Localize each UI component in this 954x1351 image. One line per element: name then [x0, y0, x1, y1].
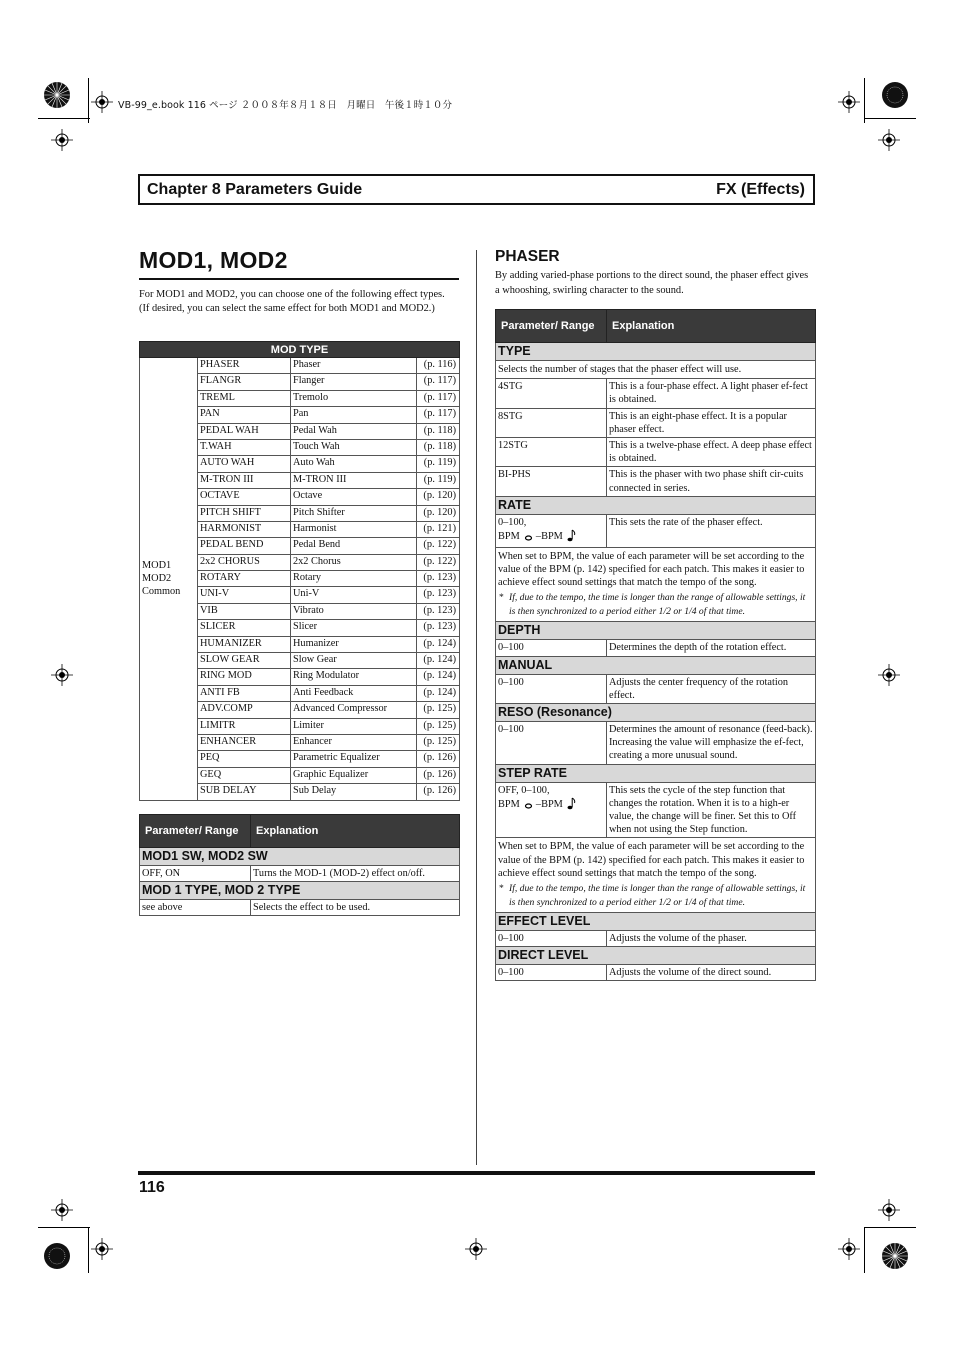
page-ref: (p. 124) [417, 636, 460, 652]
page-ref: (p. 117) [417, 390, 460, 406]
param-mod-sw-title: MOD1 SW, MOD2 SW [140, 848, 460, 866]
param-explanation: Determines the depth of the rotation effect. [607, 640, 816, 656]
range-value: OFF, 0–100, [498, 784, 550, 796]
effect-code: SLOW GEAR [198, 653, 291, 669]
crop-mark [864, 1227, 916, 1228]
crosshair-mark-icon [91, 91, 113, 113]
param-range: 0–100 [496, 674, 607, 703]
effect-code: T.WAH [198, 439, 291, 455]
note-text: If, due to the tempo, the time is longer than the range of allowable settings, it is then synchronized to a period either 1/2 or 1/4 of that time. [509, 883, 806, 909]
effect-code: PEQ [198, 751, 291, 767]
page-title: MOD1, MOD2 [139, 247, 288, 273]
reso-explanation-2: Increasing the value will emphasize the ef-fect, creating a more unusual sound. [609, 737, 804, 762]
param-range: 0–100 [496, 965, 607, 981]
crosshair-mark-icon [51, 1199, 73, 1221]
param-range: 4STG [496, 379, 607, 408]
effect-code: FLANGR [198, 374, 291, 390]
effect-code: AUTO WAH [198, 456, 291, 472]
page-ref: (p. 119) [417, 456, 460, 472]
effect-name: Pedal Wah [291, 423, 417, 439]
page-ref: (p. 120) [417, 505, 460, 521]
effect-name: Flanger [291, 374, 417, 390]
crop-mark [38, 1227, 90, 1228]
effect-name: Pitch Shifter [291, 505, 417, 521]
col-explanation-header: Explanation [607, 310, 816, 343]
effect-name: Graphic Equalizer [291, 767, 417, 783]
crop-mark [864, 78, 865, 123]
effect-code: 2x2 CHORUS [198, 554, 291, 570]
effect-code: OCTAVE [198, 489, 291, 505]
effect-code: PEDAL WAH [198, 423, 291, 439]
crop-mark [864, 1228, 865, 1273]
eighth-note-icon [567, 529, 576, 542]
param-range: 0–100 [496, 722, 607, 765]
whole-note-icon [524, 532, 533, 542]
asterisk-icon: * [499, 883, 504, 895]
param-explanation: This is the phaser with two phase shift cir-cuits connected in series. [607, 467, 816, 496]
mod-type-header: MOD TYPE [140, 342, 460, 358]
chapter-title: Chapter 8 Parameters Guide [147, 181, 363, 198]
crop-mark [38, 118, 90, 119]
effect-name: Tremolo [291, 390, 417, 406]
crosshair-mark-icon [838, 91, 860, 113]
page-ref: (p. 125) [417, 718, 460, 734]
chapter-header [138, 174, 815, 205]
param-direct-level-title: DIRECT LEVEL [496, 947, 816, 965]
effect-name: Advanced Compressor [291, 702, 417, 718]
effect-name: Sub Delay [291, 784, 417, 800]
range-value: 0–100, [498, 516, 527, 528]
effect-name: Uni-V [291, 587, 417, 603]
page-ref: (p. 118) [417, 423, 460, 439]
effect-name: Octave [291, 489, 417, 505]
crosshair-mark-icon [91, 1238, 113, 1260]
registration-target-icon [881, 81, 909, 109]
effect-name: Limiter [291, 718, 417, 734]
page-ref: (p. 120) [417, 489, 460, 505]
effect-name: Parametric Equalizer [291, 751, 417, 767]
page-ref: (p. 116) [417, 358, 460, 374]
param-explanation: Adjusts the center frequency of the rotation effect. [607, 674, 816, 703]
crosshair-mark-icon [465, 1238, 487, 1260]
effect-code: VIB [198, 603, 291, 619]
param-explanation [607, 722, 816, 765]
registration-target-icon [881, 1242, 909, 1270]
effect-code: SLICER [198, 620, 291, 636]
effect-code: ROTARY [198, 571, 291, 587]
section-title: FX (Effects) [716, 181, 805, 198]
bpm-explanation: When set to BPM, the value of each parameter will be set according to the value of the BPM (p. 142) specified for each patch. This makes it easier to achieve effect sound settings that match the tempo of the song. [498, 841, 805, 879]
page-ref: (p. 118) [417, 439, 460, 455]
crop-mark [864, 118, 916, 119]
note-text: If, due to the tempo, the time is longer than the range of allowable settings, it is then synchronized to a period either 1/2 or 1/4 of that time. [509, 592, 806, 618]
param-effect-level-title: EFFECT LEVEL [496, 913, 816, 931]
param-range: see above [140, 900, 251, 916]
bpm-explanation: When set to BPM, the value of each parameter will be set according to the value of the BPM (p. 142) specified for each patch. This makes it easier to achieve effect sound settings that match the tempo of the song. [498, 550, 805, 589]
page-ref: (p. 124) [417, 685, 460, 701]
page-ref: (p. 126) [417, 784, 460, 800]
param-range: 12STG [496, 438, 607, 467]
effect-code: ENHANCER [198, 734, 291, 750]
page-ref: (p. 117) [417, 407, 460, 423]
page-ref: (p. 122) [417, 554, 460, 570]
effect-code: ANTI FB [198, 685, 291, 701]
effect-code: SUB DELAY [198, 784, 291, 800]
column-divider [476, 250, 477, 1165]
page-ref: (p. 122) [417, 538, 460, 554]
effect-name: Pan [291, 407, 417, 423]
param-rate-bpm-note [496, 547, 816, 622]
effect-name: Phaser [291, 358, 417, 374]
param-explanation: Adjusts the volume of the direct sound. [607, 965, 816, 981]
effect-name: Enhancer [291, 734, 417, 750]
effect-name: Ring Modulator [291, 669, 417, 685]
mod-type-table [139, 341, 460, 801]
effect-code: UNI-V [198, 587, 291, 603]
page-ref: (p. 123) [417, 603, 460, 619]
effect-name: Harmonist [291, 521, 417, 537]
param-manual-title: MANUAL [496, 656, 816, 674]
crosshair-mark-icon [51, 664, 73, 686]
effect-code: M-TRON III [198, 472, 291, 488]
mod-type-row [140, 358, 460, 374]
effect-name: Slicer [291, 620, 417, 636]
eighth-note-icon [567, 797, 576, 810]
param-explanation: This is a twelve-phase effect. A deep phase effect is obtained. [607, 438, 816, 467]
effect-name: Touch Wah [291, 439, 417, 455]
range-bpm-to: –BPM [535, 798, 563, 810]
param-type-title: TYPE [496, 343, 816, 361]
param-step-rate-bpm-note [496, 838, 816, 913]
page-ref: (p. 126) [417, 751, 460, 767]
reso-explanation: Determines the amount of resonance (feed-back). [609, 724, 813, 736]
effect-name: Slow Gear [291, 653, 417, 669]
effect-name: Anti Feedback [291, 685, 417, 701]
crop-mark [88, 78, 89, 123]
param-range: 0–100 [496, 931, 607, 947]
col-explanation-header: Explanation [251, 815, 460, 848]
page-ref: (p. 126) [417, 767, 460, 783]
effect-code: PAN [198, 407, 291, 423]
param-range: 0–100 [496, 640, 607, 656]
crosshair-mark-icon [51, 129, 73, 151]
param-explanation: Turns the MOD-1 (MOD-2) effect on/off. [251, 866, 460, 882]
effect-code: ADV.COMP [198, 702, 291, 718]
effect-code: RING MOD [198, 669, 291, 685]
page-ref: (p. 123) [417, 587, 460, 603]
mod-param-table [139, 814, 460, 916]
crop-mark [88, 1228, 89, 1273]
asterisk-note [498, 591, 813, 619]
page-ref: (p. 124) [417, 669, 460, 685]
effect-code: HUMANIZER [198, 636, 291, 652]
phaser-description: By adding varied-phase portions to the direct sound, the phaser effect gives a whooshing, swirling character to the sound. [495, 270, 809, 296]
phaser-param-table [495, 309, 816, 981]
whole-note-icon [524, 800, 533, 810]
registration-target-icon [43, 81, 71, 109]
effect-name: M-TRON III [291, 472, 417, 488]
page-ref: (p. 123) [417, 571, 460, 587]
page-number: 116 [139, 1179, 165, 1196]
effect-name: Humanizer [291, 636, 417, 652]
param-step-rate-title: STEP RATE [496, 764, 816, 782]
col-param-header: Parameter/ Range [496, 310, 607, 343]
title-rule [139, 278, 459, 280]
effect-code: TREML [198, 390, 291, 406]
effect-name: Vibrato [291, 603, 417, 619]
crosshair-mark-icon [878, 129, 900, 151]
effect-name: Pedal Bend [291, 538, 417, 554]
param-range: BI-PHS [496, 467, 607, 496]
param-range [496, 782, 607, 838]
effect-code: PITCH SHIFT [198, 505, 291, 521]
mod-type-body [140, 358, 460, 801]
phaser-heading: PHASER [495, 248, 560, 265]
effect-code: HARMONIST [198, 521, 291, 537]
crosshair-mark-icon [878, 664, 900, 686]
param-explanation: This is an eight-phase effect. It is a popular phaser effect. [607, 408, 816, 437]
range-bpm: BPM [498, 531, 520, 543]
range-bpm: BPM [498, 798, 520, 810]
page-ref: (p. 124) [417, 653, 460, 669]
footer-rule [138, 1171, 815, 1175]
page-ref: (p. 125) [417, 734, 460, 750]
param-explanation: Adjusts the volume of the phaser. [607, 931, 816, 947]
col-param-header: Parameter/ Range [140, 815, 251, 848]
effect-name: Rotary [291, 571, 417, 587]
registration-target-icon [43, 1242, 71, 1270]
param-range: 8STG [496, 408, 607, 437]
param-reso-title: RESO (Resonance) [496, 704, 816, 722]
param-type-desc: Selects the number of stages that the phaser effect will use. [496, 361, 816, 379]
effect-code: LIMITR [198, 718, 291, 734]
asterisk-note [498, 882, 813, 910]
print-info: VB-99_e.book 116 ページ ２００８年８月１８日 月曜日 午後１時１０分 [118, 100, 453, 111]
page-ref: (p. 117) [417, 374, 460, 390]
intro-text: For MOD1 and MOD2, you can choose one of the following effect types. (If desired, you can select the same effect for both MOD1 and MOD2.) [139, 289, 445, 315]
param-explanation: This sets the rate of the phaser effect. [607, 514, 816, 547]
effect-code: PEDAL BEND [198, 538, 291, 554]
param-explanation: This sets the cycle of the step function that changes the rotation. When it is to a high-er value, the change will be finer. Set this to Off when not using the Step function. [607, 782, 816, 838]
crosshair-mark-icon [878, 1199, 900, 1221]
page-ref: (p. 123) [417, 620, 460, 636]
param-mod-type-title: MOD 1 TYPE, MOD 2 TYPE [140, 882, 460, 900]
page-ref: (p. 119) [417, 472, 460, 488]
param-range [496, 514, 607, 547]
effect-code: GEQ [198, 767, 291, 783]
effect-name: 2x2 Chorus [291, 554, 417, 570]
param-depth-title: DEPTH [496, 622, 816, 640]
mod-group-label: MOD1 MOD2 Common [140, 358, 198, 801]
effect-code: PHASER [198, 358, 291, 374]
param-rate-title: RATE [496, 496, 816, 514]
page-ref: (p. 121) [417, 521, 460, 537]
crosshair-mark-icon [838, 1238, 860, 1260]
page-ref: (p. 125) [417, 702, 460, 718]
param-range: OFF, ON [140, 866, 251, 882]
range-bpm-to: –BPM [535, 531, 563, 543]
param-explanation: This is a four-phase effect. A light phaser ef-fect is obtained. [607, 379, 816, 408]
param-explanation: Selects the effect to be used. [251, 900, 460, 916]
asterisk-icon: * [499, 592, 504, 604]
effect-name: Auto Wah [291, 456, 417, 472]
